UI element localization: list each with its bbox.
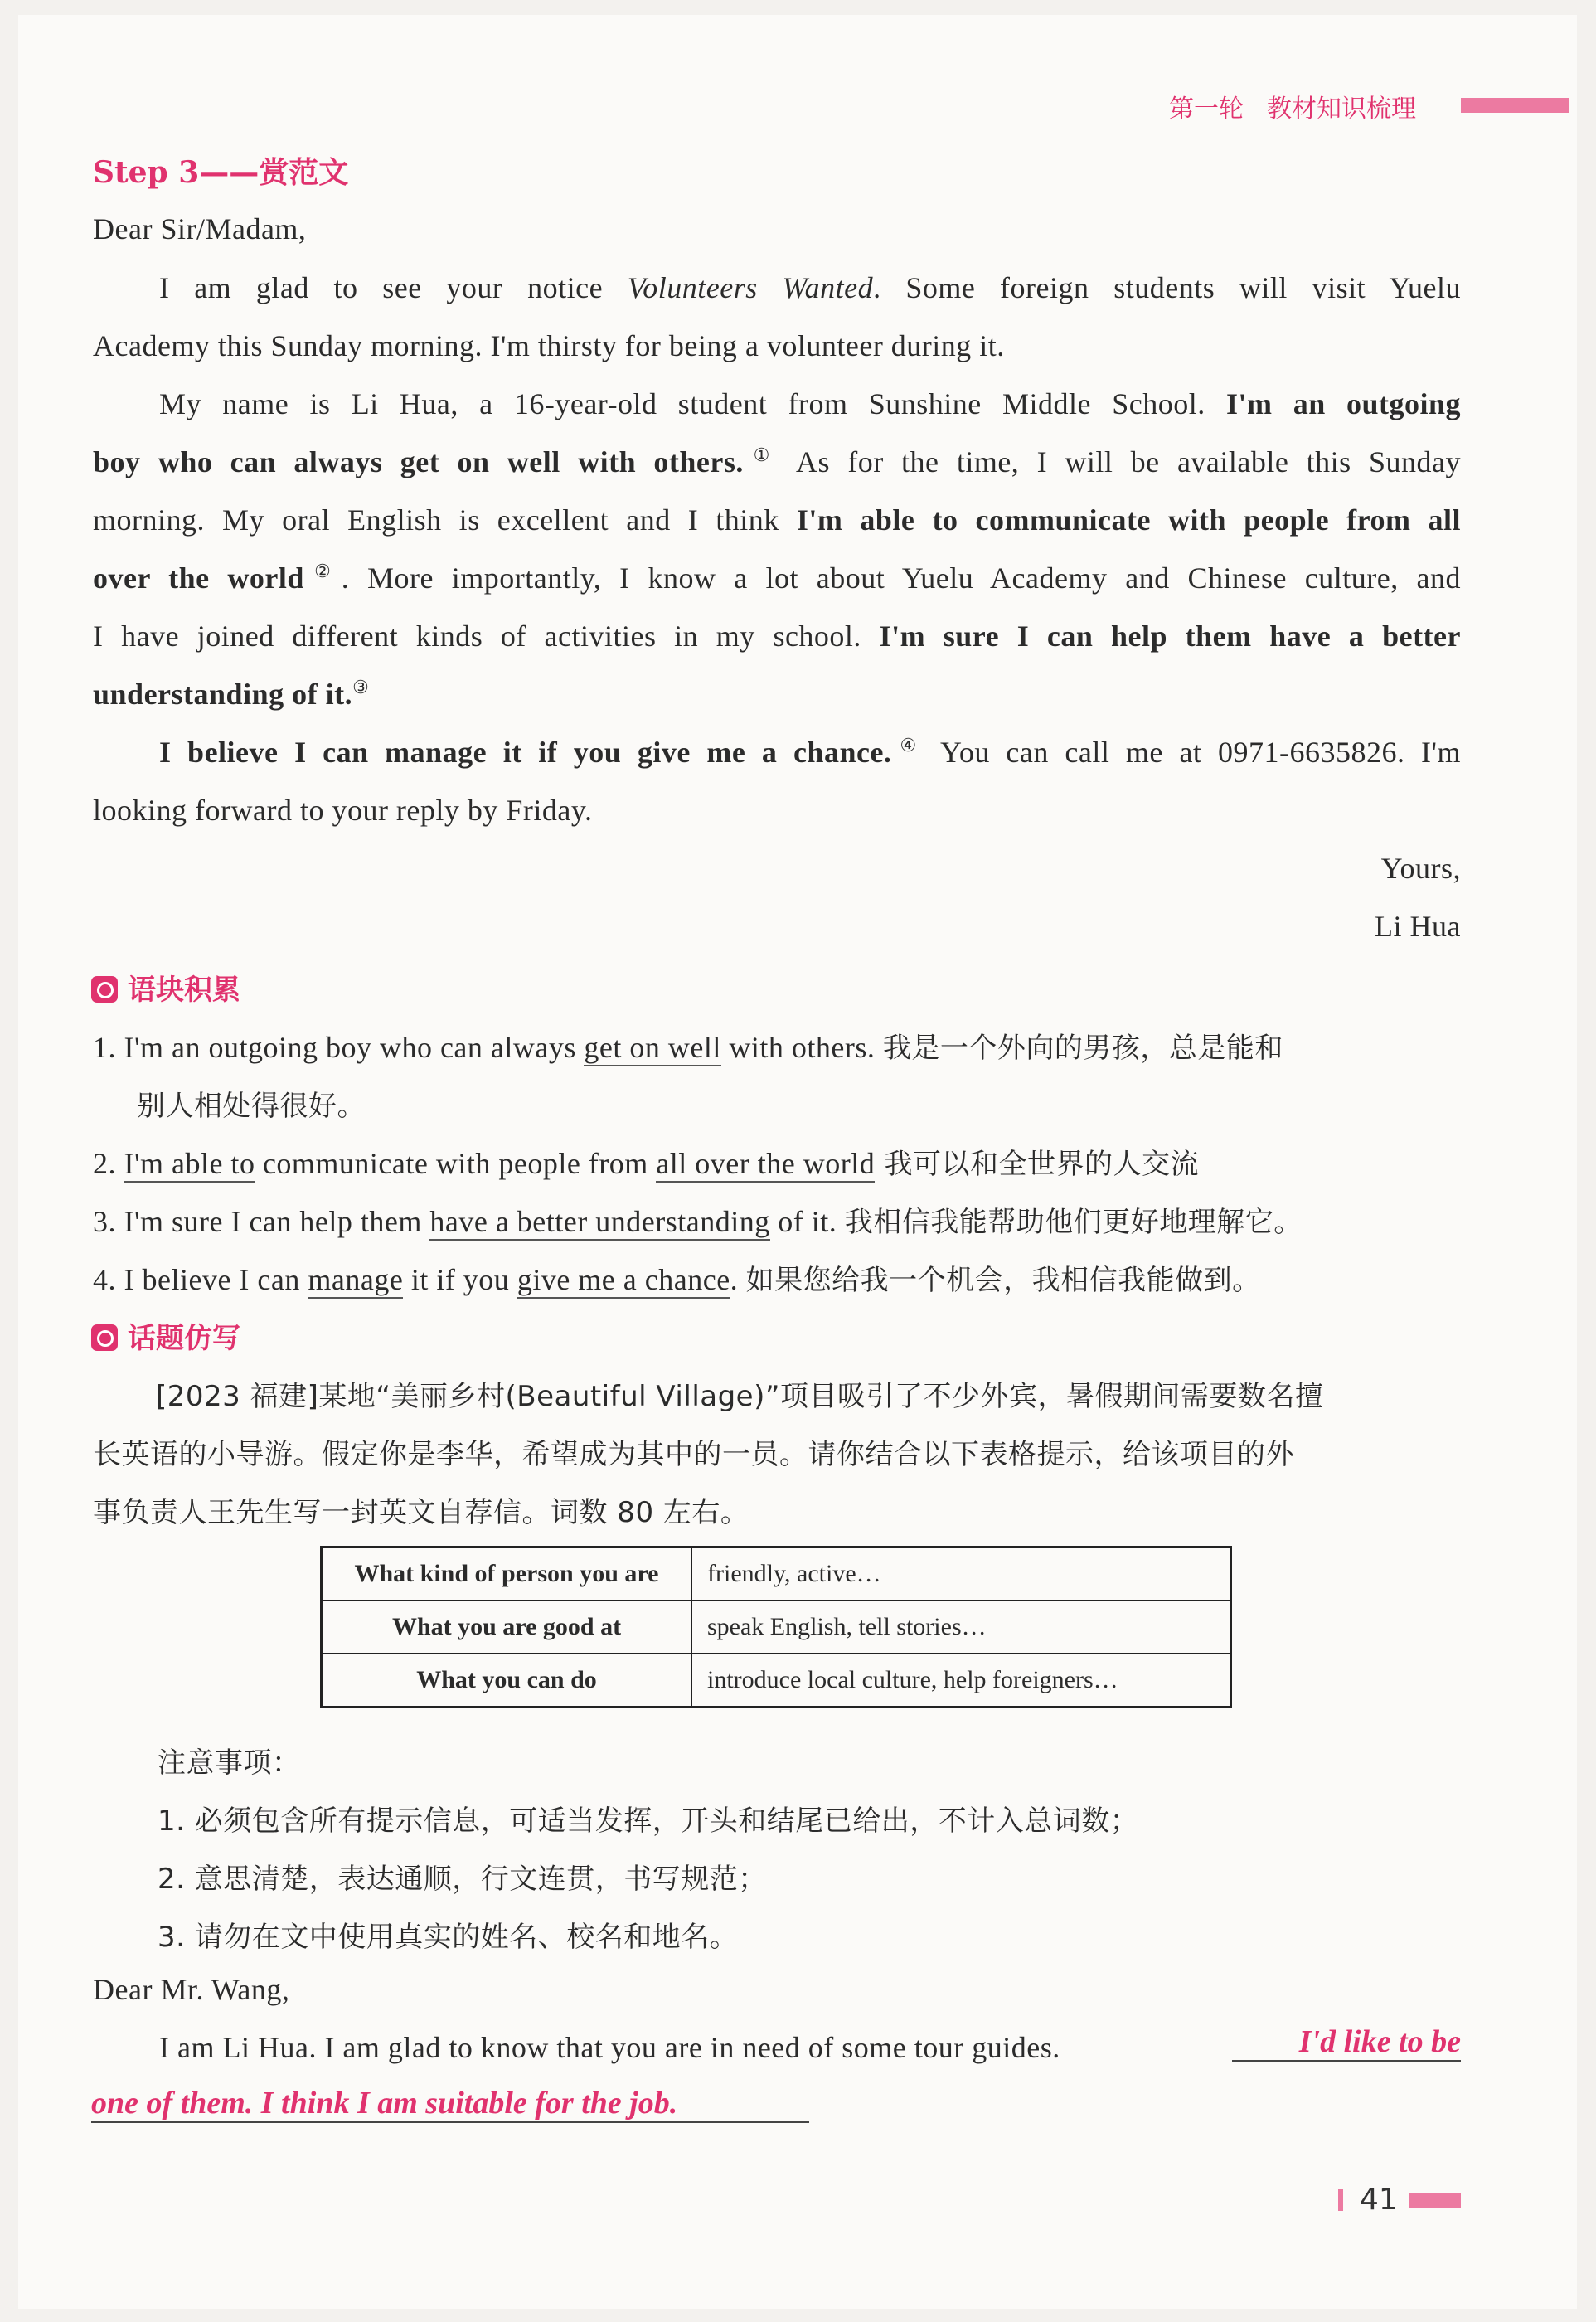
letter-p3-line2: looking forward to your reply by Friday. xyxy=(93,794,593,827)
table-row xyxy=(322,1601,1231,1654)
letter-p1-line1 xyxy=(159,270,1461,305)
text: As for the time, I will be available this Sunday xyxy=(779,445,1461,478)
letter-p2-line5 xyxy=(93,619,1461,653)
text: . xyxy=(730,1263,746,1296)
running-header xyxy=(1169,88,1416,124)
note-item: 2. 意思清楚，表达通顺，行文连贯，书写规范； xyxy=(158,1863,767,1896)
letter-p2-line1 xyxy=(159,386,1461,421)
text: You can call me at 0971-6635826. I'm xyxy=(924,736,1461,769)
answer-fill-2: one of them. I think I am suitable for the job. xyxy=(91,2085,809,2123)
key-sentence: understanding of it. xyxy=(93,678,353,711)
step-title: Step 3——赏范文 xyxy=(93,155,349,190)
translation: 我相信我能帮助他们更好地理解它。 xyxy=(844,1206,1303,1239)
table-value: friendly, active… xyxy=(691,1547,1231,1601)
item-number: 4. xyxy=(93,1263,116,1296)
key-sentence: boy who can always get on well with others. xyxy=(93,445,744,478)
underlined-phrase: get on well xyxy=(584,1031,720,1066)
table-key: What you can do xyxy=(322,1654,692,1707)
topic-section-title xyxy=(91,1315,240,1356)
topic-title-text: 话题仿写 xyxy=(128,1322,240,1355)
text: of it. xyxy=(769,1205,845,1238)
page-number-tick xyxy=(1338,2189,1343,2211)
text: with others. xyxy=(720,1031,883,1064)
marker: ③ xyxy=(352,677,370,697)
text: I'm sure I can help them xyxy=(124,1205,430,1238)
table-key: What you are good at xyxy=(322,1601,692,1654)
text: communicate with people from xyxy=(255,1147,657,1180)
topic-prompt-line2: 长英语的小导游。假定你是李华，希望成为其中的一员。请你结合以下表格提示，给该项目的外 xyxy=(93,1438,1294,1471)
underlined-phrase: have a better understanding xyxy=(429,1205,769,1241)
key-sentence: I believe I can manage it if you give me a chance. xyxy=(159,736,892,769)
table-value: introduce local culture, help foreigners… xyxy=(691,1654,1231,1707)
topic-prompt-line1: [2023 福建]某地“美丽乡村(Beautiful Village)”项目吸引了不少外宾，暑假期间需要数名擅 xyxy=(156,1380,1324,1413)
text: I'm an outgoing boy who can always xyxy=(124,1031,585,1064)
answer-greeting: Dear Mr. Wang, xyxy=(93,1973,290,2006)
table-row xyxy=(322,1654,1231,1707)
marker: ① xyxy=(743,444,780,465)
item-number: 3. xyxy=(93,1205,116,1238)
letter-p2-line3 xyxy=(93,503,1461,537)
text: I have joined different kinds of activities in my school. xyxy=(93,619,880,653)
translation: 别人相处得很好。 xyxy=(137,1090,366,1123)
underlined-phrase: manage xyxy=(308,1263,403,1299)
page-number: 41 xyxy=(1360,2183,1398,2217)
section-icon xyxy=(91,976,118,1003)
answer-fill-1: I'd like to be xyxy=(1232,2023,1461,2062)
text: My name is Li Hua, a 16-year-old student from Sunshine Middle School. xyxy=(159,387,1226,420)
key-sentence: over the world xyxy=(93,561,304,595)
chunk-item-3 xyxy=(93,1199,1461,1240)
page-number-bar xyxy=(1409,2193,1461,2208)
text: . Some foreign students will visit Yuelu xyxy=(873,271,1461,304)
letter-signature: Li Hua xyxy=(1375,910,1461,943)
text: I am glad to see your notice xyxy=(159,271,628,304)
underlined-phrase: all over the world xyxy=(656,1147,875,1183)
marker: ② xyxy=(303,561,342,581)
header-part2: 教材知识梳理 xyxy=(1267,95,1416,124)
key-sentence: I'm an outgoing xyxy=(1225,387,1461,420)
underlined-phrase: give me a chance xyxy=(517,1263,730,1299)
translation: 我可以和全世界的人交流 xyxy=(875,1148,1200,1181)
letter-p2-line4 xyxy=(93,561,1461,595)
section-icon xyxy=(91,1324,118,1351)
letter-p2-line2 xyxy=(93,444,1461,479)
marker: ④ xyxy=(891,735,925,755)
table-value: speak English, tell stories… xyxy=(691,1601,1231,1654)
note-item: 1. 必须包含所有提示信息，可适当发挥，开头和结尾已给出，不计入总词数； xyxy=(158,1805,1139,1838)
letter-closing: Yours, xyxy=(1380,852,1461,885)
item-number: 2. xyxy=(93,1147,116,1180)
letter-p3-line1 xyxy=(159,735,1461,770)
hint-table xyxy=(320,1546,1232,1708)
chunk-item-2 xyxy=(93,1141,1461,1182)
text: . More importantly, I know a lot about Yuelu Academy and Chinese culture, and xyxy=(341,561,1461,595)
translation: 我是一个外向的男孩，总是能和 xyxy=(882,1032,1283,1065)
header-part1: 第一轮 xyxy=(1169,95,1244,124)
chunk-item-1-cont xyxy=(137,1083,1505,1124)
header-accent-bar xyxy=(1461,98,1569,113)
table-key: What kind of person you are xyxy=(322,1547,692,1601)
answer-intro: I am Li Hua. I am glad to know that you are in need of some tour guides. xyxy=(159,2031,1060,2064)
key-sentence: I'm able to communicate with people from all xyxy=(796,503,1461,537)
chunks-section-title xyxy=(91,967,240,1008)
translation: 如果您给我一个机会，我相信我能做到。 xyxy=(745,1264,1261,1297)
letter-p2-line6 xyxy=(93,677,1461,712)
topic-prompt-line3: 事负责人王先生写一封英文自荐信。词数 80 左右。 xyxy=(93,1496,749,1529)
letter-p1-line2: Academy this Sunday morning. I'm thirsty for being a volunteer during it. xyxy=(93,329,1005,362)
notes-title: 注意事项： xyxy=(158,1746,301,1780)
text: I believe I can xyxy=(124,1263,308,1296)
letter-greeting: Dear Sir/Madam, xyxy=(93,212,307,245)
text: morning. My oral English is excellent and I think xyxy=(93,503,797,537)
chunk-item-1 xyxy=(93,1025,1461,1066)
underlined-phrase: I'm able to xyxy=(124,1147,255,1183)
text: it if you xyxy=(403,1263,517,1296)
key-sentence: I'm sure I can help them have a better xyxy=(879,619,1461,653)
notice-title: Volunteers Wanted xyxy=(627,271,874,304)
table-row xyxy=(322,1547,1231,1601)
chunk-item-4 xyxy=(93,1257,1461,1298)
item-number: 1. xyxy=(93,1031,116,1064)
note-item: 3. 请勿在文中使用真实的姓名、校名和地名。 xyxy=(158,1921,739,1954)
chunks-title-text: 语块积累 xyxy=(128,974,240,1007)
